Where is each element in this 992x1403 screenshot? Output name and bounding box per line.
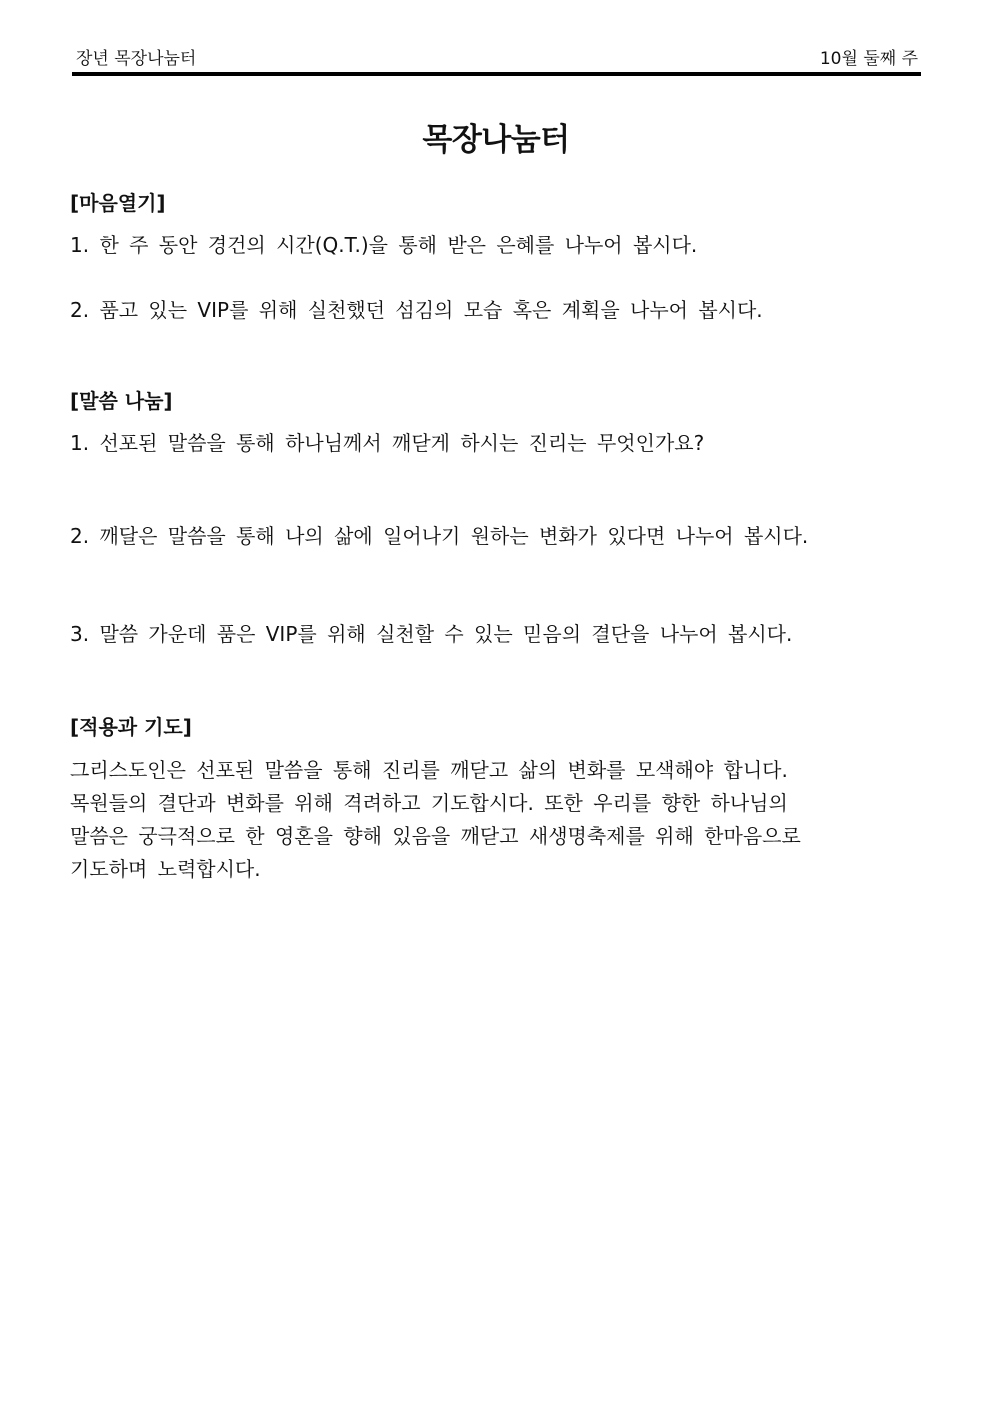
section-heading-open-heart: [마음열기] bbox=[70, 191, 166, 215]
question-2-2: 2. 깨달은 말씀을 통해 나의 삶에 일어나기 원하는 변화가 있다면 나누어 봅시다. bbox=[70, 524, 809, 548]
question-2-1: 1. 선포된 말씀을 통해 하나님께서 깨닫게 하시는 진리는 무엇인가요? bbox=[70, 431, 705, 455]
prayer-paragraph-line: 말씀은 궁극적으로 한 영혼을 향해 있음을 깨닫고 새생명축제를 위해 한마음으로 bbox=[70, 824, 801, 848]
header-group-name: 장년 목장나눔터 bbox=[76, 49, 197, 69]
page-title: 목장나눔터 bbox=[422, 122, 570, 158]
section-heading-application-prayer: [적용과 기도] bbox=[70, 715, 192, 739]
question-1-1: 1. 한 주 동안 경건의 시간(Q.T.)을 통해 받은 은혜를 나누어 봅시다. bbox=[70, 233, 698, 257]
question-1-2: 2. 품고 있는 VIP를 위해 실천했던 섬김의 모습 혹은 계획을 나누어 봅시다. bbox=[70, 298, 763, 322]
prayer-paragraph-line: 기도하며 노력합시다. bbox=[70, 857, 261, 881]
header-divider bbox=[72, 72, 921, 76]
prayer-paragraph-line: 목원들의 결단과 변화를 위해 격려하고 기도합시다. 또한 우리를 향한 하나님의 bbox=[70, 791, 788, 815]
prayer-paragraph-line: 그리스도인은 선포된 말씀을 통해 진리를 깨닫고 삶의 변화를 모색해야 합니다. bbox=[70, 758, 788, 782]
page-header bbox=[72, 44, 920, 68]
header-week: 10월 둘째 주 bbox=[819, 49, 918, 69]
section-heading-word-sharing: [말씀 나눔] bbox=[70, 389, 173, 413]
question-2-3: 3. 말씀 가운데 품은 VIP를 위해 실천할 수 있는 믿음의 결단을 나누어 봅시다. bbox=[70, 622, 793, 646]
